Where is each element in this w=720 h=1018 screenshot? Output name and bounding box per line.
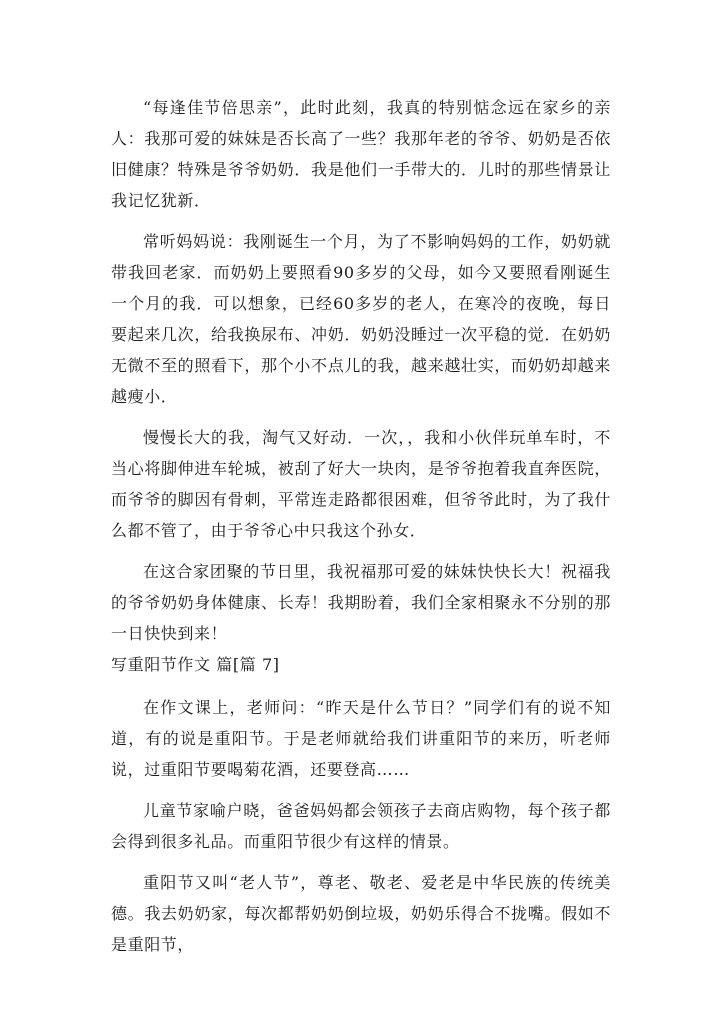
paragraph-1: “每逢佳节倍思亲”，此时此刻，我真的特别惦念远在家乡的亲人：我那可爱的妹妹是否长高了一些？我那年老的爷爷、奶奶是否依旧健康？特殊是爷爷奶奶．我是他们一手带大的．儿时的那些情景让我记忆犹新． [111, 98, 611, 210]
paragraph-3: 慢慢长大的我，淘气又好动．一次，，我和小伙伴玩单车时，不当心将脚伸进车轮城，被刮了好大一块肉，是爷爷抱着我直奔医院，而爷爷的脚因有骨刺，平常连走路都很困难，但爷爷此时，为了我什么都不管了，由于爷爷心中只我这个孙女． [111, 428, 611, 540]
paragraph-2: 常听妈妈说：我刚诞生一个月，为了不影响妈妈的工作，奶奶就带我回老家．而奶奶上要照看90多岁的父母，如今又要照看刚诞生一个月的我．可以想象，已经60多岁的老人，在寒冷的夜晚，每日要起来几次，给我换尿布、冲奶．奶奶没睡过一次平稳的觉．在奶奶无微不至的照看下，那个小不点儿的我，越来越壮实，而奶奶却越来越瘦小． [111, 232, 611, 406]
paragraph-5: 在作文课上，老师问：“昨天是什么节日？”同学们有的说不知道，有的说是重阳节。于是老师就给我们讲重阳节的来历，听老师说，过重阳节要喝菊花酒，还要登高…… [111, 698, 611, 779]
paragraph-4: 在这合家团聚的节日里，我祝福那可爱的妹妹快快长大！祝福我的爷爷奶奶身体健康、长寿！我期盼着，我们全家相聚永不分别的那一日快快到来！ [111, 562, 611, 643]
paragraph-6: 儿童节家喻户晓，爸爸妈妈都会领孩子去商店购物，每个孩子都会得到很多礼品。而重阳节很少有这样的情景。 [111, 801, 611, 851]
paragraph-7: 重阳节又叫“老人节”，尊老、敬老、爱老是中华民族的传统美德。我去奶奶家，每次都帮奶奶倒垃圾，奶奶乐得合不拢嘴。假如不是重阳节， [111, 873, 611, 954]
section-heading: 写重阳节作文 篇[篇 7] [111, 655, 280, 674]
document-body [111, 92, 611, 960]
